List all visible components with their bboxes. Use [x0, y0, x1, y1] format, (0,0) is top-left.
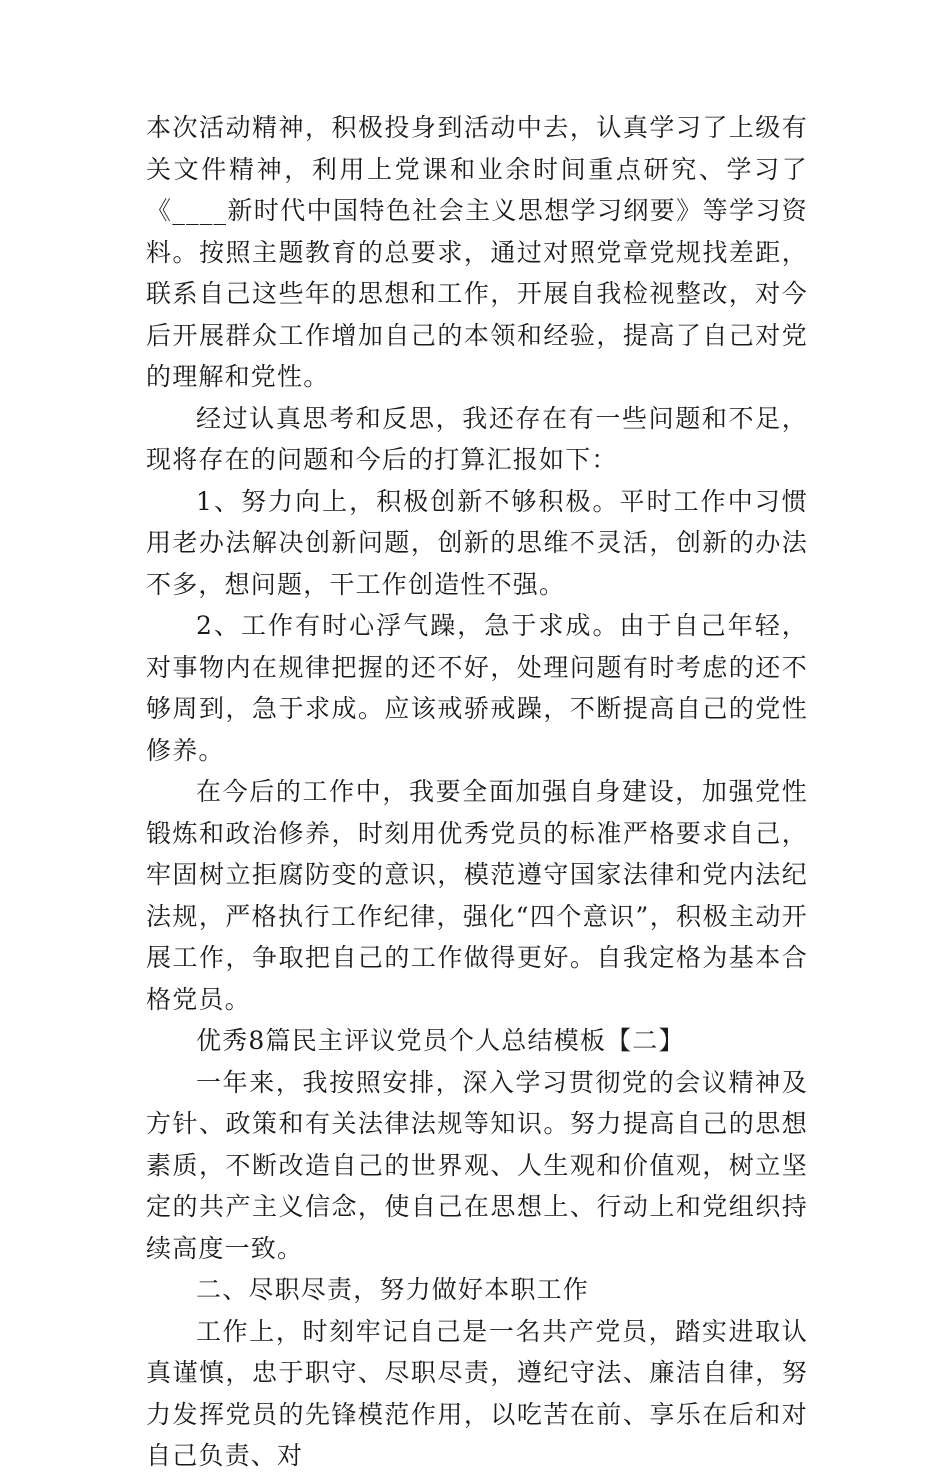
paragraph-continuation: 本次活动精神，积极投身到活动中去，认真学习了上级有关文件精神，利用上党课和业余时间重点研究、学习了《____新时代中国特色社会主义思想学习纲要》等学习资料。按照主题教育的总要求，通过对照党章党规找差距，联系自己这些年的思想和工作，开展自我检视整改，对今后开展群众工作增加自己的本领和经验，提高了自己对党的理解和党性。 — [146, 113, 808, 391]
paragraph-reflection-intro: 经过认真思考和反思，我还存在有一些问题和不足，现将存在的问题和今后的打算汇报如下： — [146, 403, 808, 474]
paragraph-work: 工作上，时刻牢记自己是一名共产党员，踏实进取认真谨慎，忠于职守、尽职尽责，遵纪守法、廉洁自律，努力发挥党员的先锋模范作用，以吃苦在前、享乐在后和对自己负责、对 — [146, 1316, 808, 1470]
document-body — [146, 107, 808, 1477]
paragraph-issue-2: 2、工作有时心浮气躁，急于求成。由于自己年轻，对事物内在规律把握的还不好，处理问题有时考虑的还不够周到，急于求成。应该戒骄戒躁，不断提高自己的党性修养。 — [146, 611, 808, 765]
subheading-duty: 二、尽职尽责，努力做好本职工作 — [196, 1275, 590, 1304]
paragraph-future-plan: 在今后的工作中，我要全面加强自身建设，加强党性锻炼和政治修养，时刻用优秀党员的标准严格要求自己，牢固树立拒腐防变的意识，模范遵守国家法律和党内法纪法规，严格执行工作纪律，强化“四个意识”，积极主动开展工作，争取把自己的工作做得更好。自我定格为基本合格党员。 — [146, 777, 808, 1014]
paragraph-year-summary: 一年来，我按照安排，深入学习贯彻党的会议精神及方针、政策和有关法律法规等知识。努力提高自己的思想素质，不断改造自己的世界观、人生观和价值观，树立坚定的共产主义信念，使自己在思想上、行动上和党组织持续高度一致。 — [146, 1067, 808, 1263]
paragraph-issue-1: 1、努力向上，积极创新不够积极。平时工作中习惯用老办法解决创新问题，创新的思维不灵活，创新的办法不多，想问题，干工作创造性不强。 — [146, 486, 808, 599]
section-heading-two: 优秀8篇民主评议党员个人总结模板【二】 — [196, 1026, 685, 1055]
